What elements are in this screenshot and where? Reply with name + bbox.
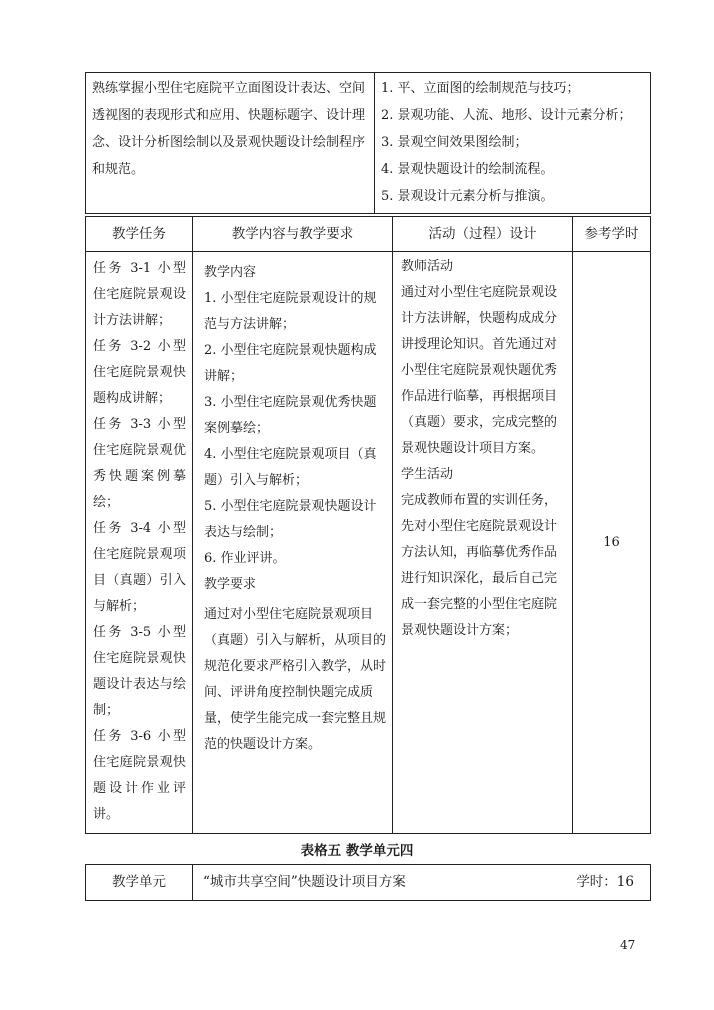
task-item: 任务 3-3 小型住宅庭院景观优秀快题案例摹绘；	[93, 417, 186, 510]
activity-cell	[393, 252, 573, 834]
content-item: 4. 小型住宅庭院景观项目（真题）引入与解析；	[204, 447, 377, 488]
header-content: 教学内容与教学要求	[193, 217, 393, 252]
unit-table	[85, 864, 651, 901]
skill-item: 5. 景观设计元素分析与推演。	[381, 189, 554, 204]
content-item: 5. 小型住宅庭院景观快题设计表达与绘制；	[204, 499, 377, 540]
teaching-table	[85, 251, 651, 834]
tasks-cell	[86, 252, 193, 834]
page-number: 47	[620, 938, 636, 952]
content-cell	[193, 252, 393, 834]
task-item: 任务 3-1 小型住宅庭院景观设计方法讲解；	[93, 261, 186, 328]
content-item: 3. 小型住宅庭院景观优秀快题案例摹绘；	[204, 395, 377, 436]
task-item: 任务 3-2 小型住宅庭院景观快题构成讲解；	[93, 339, 186, 406]
requirement-heading: 教学要求	[204, 577, 257, 592]
task-item: 任务 3-5 小型住宅庭院景观快题设计表达与绘制；	[93, 625, 186, 718]
content-heading: 教学内容	[204, 265, 257, 280]
requirement-text: 通过对小型住宅庭院景观项目（真题）引入与解析，从项目的规范化要求严格引入教学，从时间、评讲角度控制快题完成质量，使学生能完成一套完整且规范的快题设计方案。	[204, 607, 387, 752]
skill-item: 2. 景观功能、人流、地形、设计元素分析；	[381, 108, 632, 123]
unit-hours: 学时：16	[576, 874, 634, 890]
knowledge-objective-text: 熟练掌握小型住宅庭院平立面图设计表达、空间透视图的表现形式和应用、快题标题字、设计理念、设计分析图绘制以及景观快题设计绘制程序和规范。	[92, 81, 366, 177]
objectives-table	[85, 72, 651, 214]
task-item: 任务 3-4 小型住宅庭院景观项目（真题）引入与解析；	[93, 521, 186, 614]
header-hours: 参考学时	[573, 217, 651, 252]
teacher-activity-heading: 教师活动	[401, 259, 454, 274]
content-item: 2. 小型住宅庭院景观快题构成讲解；	[204, 343, 377, 384]
unit-content-cell	[193, 865, 651, 901]
knowledge-objective-cell	[86, 73, 375, 214]
unit-name: “城市共享空间”快题设计项目方案	[203, 874, 406, 890]
content-item: 6. 作业评讲。	[204, 551, 286, 566]
skill-item: 3. 景观空间效果图绘制；	[381, 135, 528, 150]
header-activity: 活动（过程）设计	[393, 217, 573, 252]
student-activity-heading: 学生活动	[401, 467, 454, 482]
section-title: 表格五 教学单元四	[300, 843, 414, 859]
table-header	[85, 216, 651, 252]
skill-objective-cell	[375, 73, 651, 214]
unit-label: 教学单元	[86, 865, 193, 901]
teacher-activity-text: 通过对小型住宅庭院景观设计方法讲解，快题构成成分讲授理论知识。首先通过对小型住宅庭院景观快题优秀作品进行临摹，再根据项目（真题）要求，完成完整的景观快题设计项目方案。	[401, 285, 558, 456]
hours-cell: 16	[573, 252, 651, 834]
task-item: 任务 3-6 小型住宅庭院景观快题设计作业评讲。	[93, 729, 186, 822]
content-item: 1. 小型住宅庭院景观设计的规范与方法讲解；	[204, 291, 377, 332]
skill-item: 4. 景观快题设计的绘制流程。	[381, 162, 554, 177]
skill-item: 1. 平、立面图的绘制规范与技巧；	[381, 81, 580, 96]
header-task: 教学任务	[86, 217, 193, 252]
student-activity-text: 完成教师布置的实训任务，先对小型住宅庭院景观设计方法认知，再临摹优秀作品进行知识深化，最后自己完成一套完整的小型住宅庭院景观快题设计方案；	[401, 493, 558, 638]
